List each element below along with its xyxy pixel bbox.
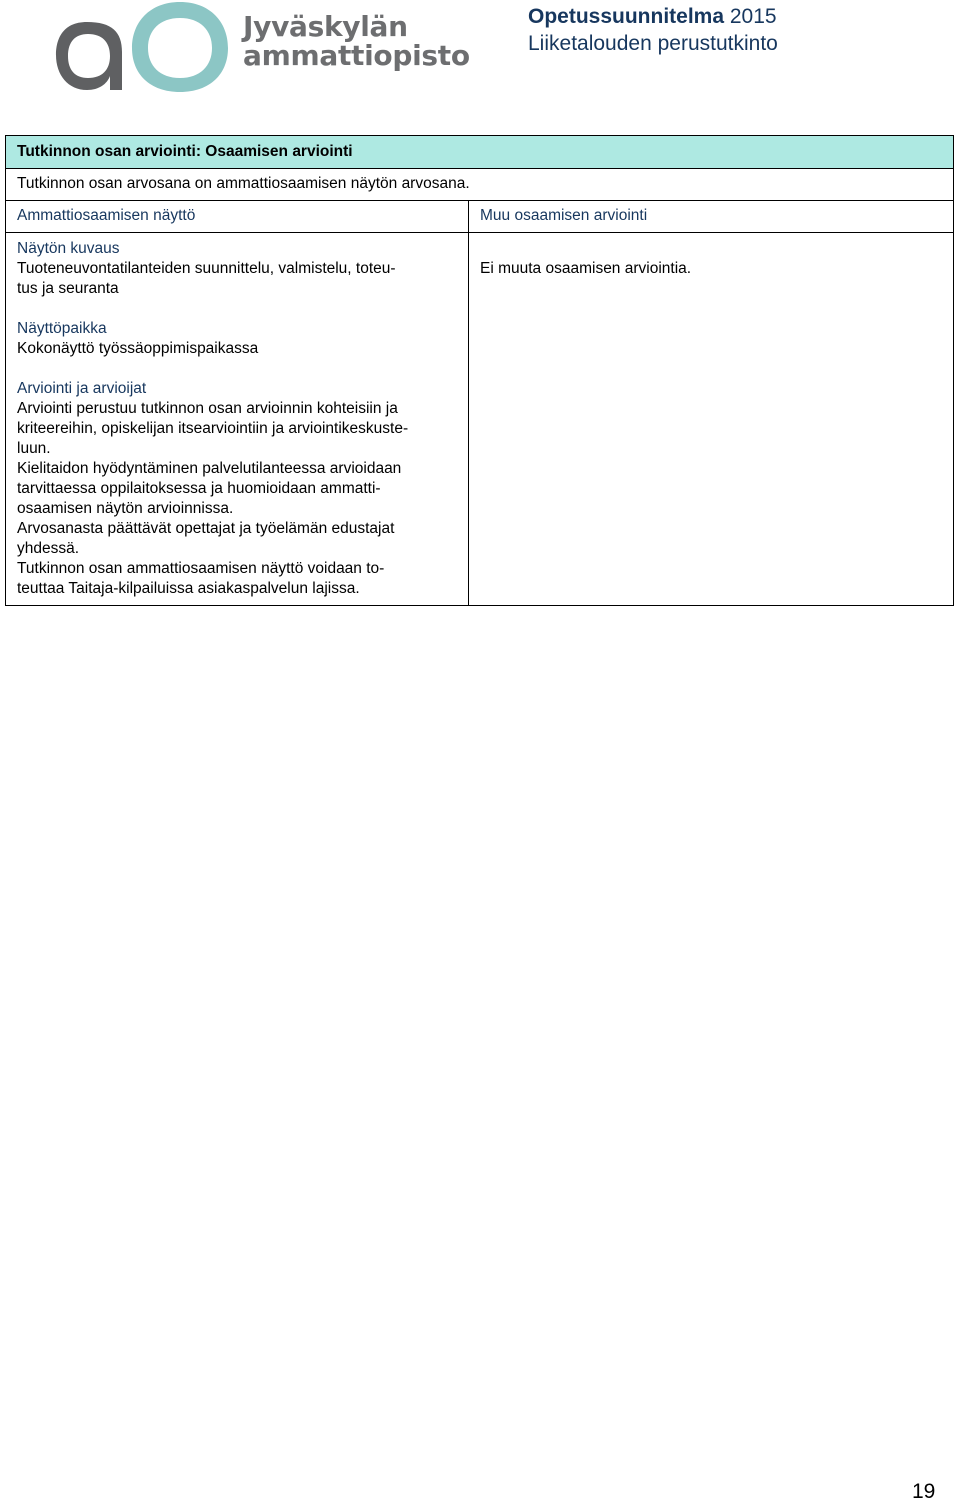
- description-line: tus ja seuranta: [17, 280, 119, 297]
- page-number: 19: [912, 1480, 936, 1503]
- assessment-line: Tutkinnon osan ammattiosaamisen näyttö voidaan to-: [17, 560, 385, 577]
- grade-note: Tutkinnon osan arvosana on ammattiosaamisen näytön arvosana.: [6, 169, 953, 201]
- assessment-section: [17, 379, 457, 599]
- assessment-line: Arviointi perustuu tutkinnon osan arvioinnin kohteisiin ja: [17, 400, 398, 417]
- document-subtitle: Liiketalouden perustutkinto: [528, 32, 778, 55]
- assessment-table: [5, 135, 954, 606]
- title-year: 2015: [729, 5, 777, 28]
- description-section: [17, 239, 457, 299]
- left-column: [6, 201, 469, 605]
- assessment-line: luun.: [17, 440, 51, 457]
- assessment-line: teuttaa Taitaja-kilpailuissa asiakaspalvelun lajissa.: [17, 580, 360, 597]
- title-bold: Opetussuunnitelma: [528, 5, 725, 28]
- right-column: [469, 201, 953, 605]
- jao-logo-icon: [52, 0, 232, 100]
- other-assessment-text: Ei muuta osaamisen arviointia.: [480, 260, 692, 277]
- assessment-line: kriteereihin, opiskelijan itsearviointiin ja arviointikeskuste-: [17, 420, 409, 437]
- assessment-line: Kielitaidon hyödyntäminen palvelutilanteessa arvioidaan: [17, 460, 402, 477]
- assessment-title: Arviointi ja arvioijat: [17, 380, 147, 397]
- table-columns: [6, 201, 953, 605]
- logo-line-1: Jyväskylän: [243, 10, 408, 43]
- left-column-body: [6, 233, 468, 605]
- right-column-body: [469, 233, 953, 285]
- logo-wordmark: [243, 12, 470, 70]
- logo-line-2: ammattiopisto: [243, 39, 470, 72]
- assessment-line: tarvittaessa oppilaitoksessa ja huomioidaan ammatti-: [17, 480, 381, 497]
- left-column-title: Ammattiosaamisen näyttö: [6, 201, 468, 233]
- assessment-line: yhdessä.: [17, 540, 80, 557]
- assessment-line: osaamisen näytön arvioinnissa.: [17, 500, 234, 517]
- table-heading: Tutkinnon osan arviointi: Osaamisen arviointi: [6, 136, 953, 169]
- document-title: [528, 3, 778, 57]
- assessment-line: Arvosanasta päättävät opettajat ja työelämän edustajat: [17, 520, 395, 537]
- location-title: Näyttöpaikka: [17, 320, 107, 337]
- location-text: Kokonäyttö työssäoppimispaikassa: [17, 340, 259, 357]
- location-section: [17, 319, 457, 359]
- description-title: Näytön kuvaus: [17, 240, 120, 257]
- page-header: [0, 0, 960, 110]
- right-column-title: Muu osaamisen arviointi: [469, 201, 953, 233]
- description-line: Tuoteneuvontatilanteiden suunnittelu, valmistelu, toteu-: [17, 260, 396, 277]
